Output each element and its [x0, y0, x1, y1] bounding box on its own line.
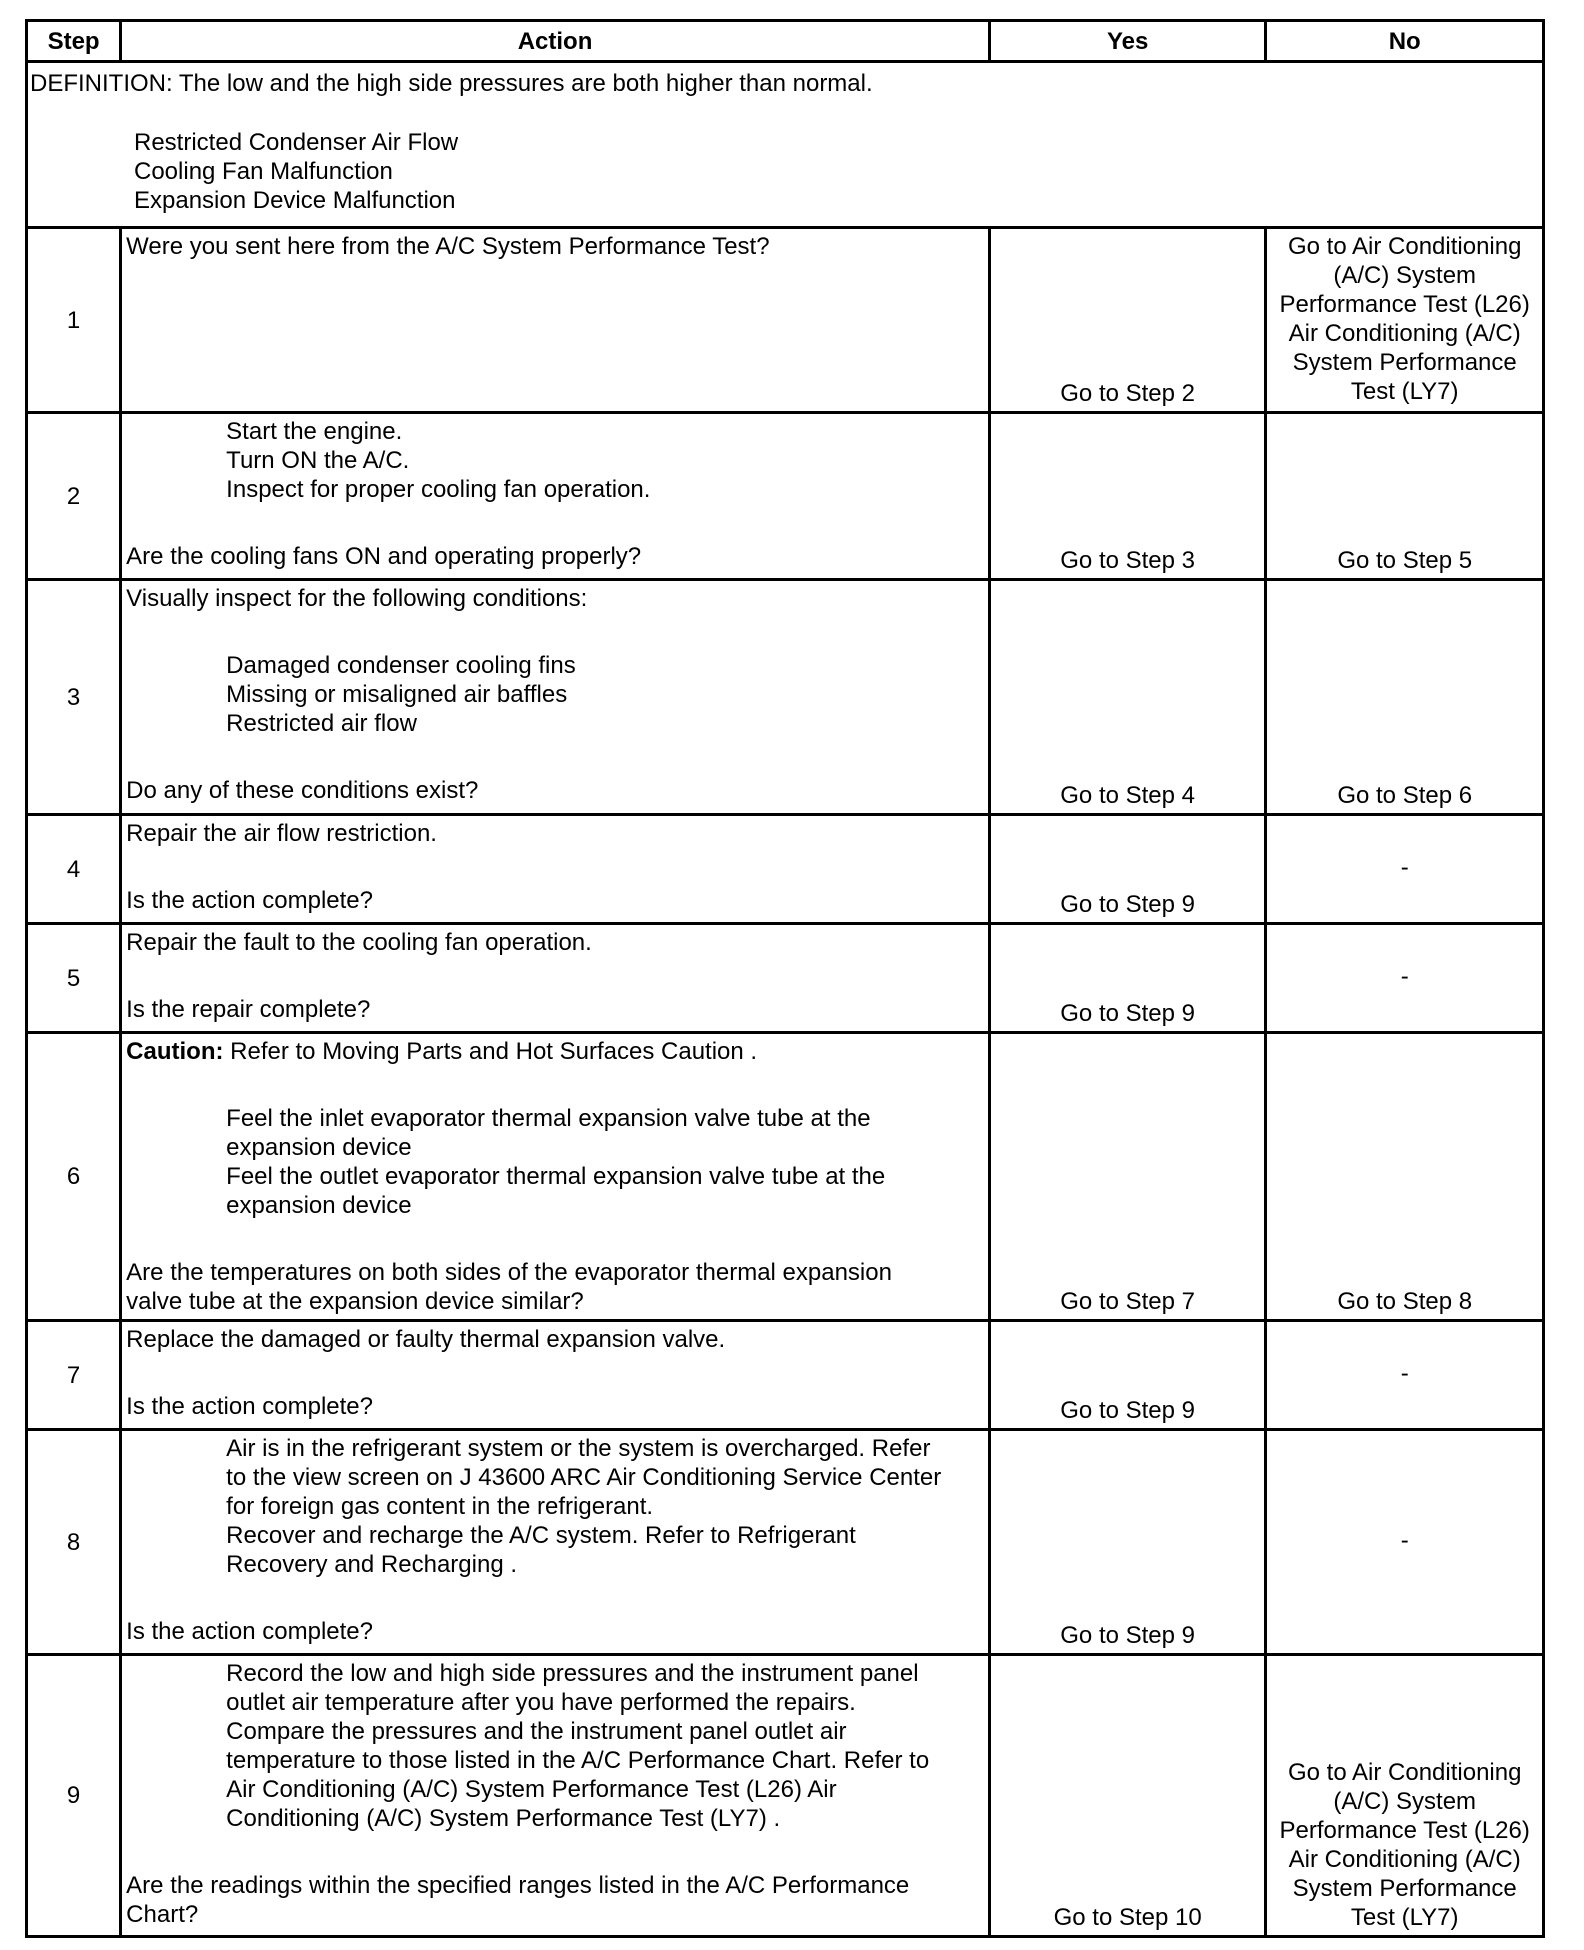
action-cell — [121, 1033, 990, 1321]
no-cell: Go to Step 5 — [1266, 413, 1544, 580]
table-row-step-2 — [27, 413, 1544, 580]
no-line: Go to Air Conditioning — [1287, 232, 1522, 260]
definition-cell — [27, 62, 1544, 228]
action-item: Record the low and high side pressures and the instrument panel outlet air temperature after you have performed the repairs. — [226, 1660, 919, 1716]
action-intro: Replace the damaged or faulty thermal expansion valve. — [126, 1326, 726, 1353]
header-row — [27, 21, 1544, 62]
action-intro: Repair the fault to the cooling fan operation. — [126, 929, 592, 956]
definition-causes — [30, 128, 1538, 215]
action-item: Missing or misaligned air baffles — [226, 681, 568, 708]
step-number: 5 — [27, 924, 121, 1033]
table-row-step-8 — [27, 1430, 1544, 1655]
no-cell: - — [1266, 924, 1544, 1033]
header-step: Step — [27, 21, 121, 62]
no-line: Performance Test (L26) — [1279, 290, 1530, 318]
action-question: Is the action complete? — [126, 1393, 373, 1420]
step-number: 1 — [27, 228, 121, 413]
action-question: Are the cooling fans ON and operating properly? — [126, 543, 642, 570]
action-question: Do any of these conditions exist? — [126, 777, 479, 804]
action-question: Is the action complete? — [126, 887, 373, 914]
no-line: (A/C) System — [1333, 1788, 1477, 1815]
definition-text: DEFINITION: The low and the high side pressures are both higher than normal. — [30, 70, 873, 97]
no-line: System Performance — [1292, 1875, 1517, 1902]
action-question: Is the repair complete? — [126, 996, 371, 1023]
table-row-step-1 — [27, 228, 1544, 413]
step-number: 3 — [27, 580, 121, 815]
action-question: Are the readings within the specified ranges listed in the A/C Performance Chart? — [126, 1872, 910, 1928]
action-item: Restricted air flow — [226, 710, 417, 737]
header-yes: Yes — [989, 21, 1266, 62]
no-line: Air Conditioning (A/C) — [1288, 319, 1521, 347]
yes-cell: Go to Step 10 — [989, 1655, 1266, 1937]
no-line: System Performance — [1292, 348, 1517, 376]
no-line: Go to Air Conditioning — [1287, 1759, 1522, 1786]
action-intro: Repair the air flow restriction. — [126, 820, 437, 847]
action-cell — [121, 580, 990, 815]
action-cell — [121, 1655, 990, 1937]
diagnostic-table-page — [25, 19, 1545, 1938]
action-question: Is the action complete? — [126, 1618, 373, 1645]
yes-cell: Go to Step 9 — [989, 1430, 1266, 1655]
yes-cell: Go to Step 4 — [989, 580, 1266, 815]
action-item: Feel the outlet evaporator thermal expansion valve tube at the expansion device — [226, 1163, 886, 1219]
no-line: (A/C) System — [1333, 261, 1477, 289]
action-cell — [121, 413, 990, 580]
no-cell: Go to Step 8 — [1266, 1033, 1544, 1321]
no-line: Performance Test (L26) — [1279, 1817, 1530, 1844]
step-number: 7 — [27, 1321, 121, 1430]
action-list — [126, 1659, 984, 1833]
action-item: Turn ON the A/C. — [226, 447, 410, 474]
header-no: No — [1266, 21, 1544, 62]
no-cell — [1266, 1655, 1544, 1937]
cause-item: Cooling Fan Malfunction — [134, 158, 393, 185]
no-cell: - — [1266, 1430, 1544, 1655]
action-item: Recover and recharge the A/C system. Refer to Refrigerant Recovery and Recharging . — [226, 1522, 856, 1578]
yes-cell: Go to Step 9 — [989, 1321, 1266, 1430]
diagnostic-table — [25, 19, 1545, 1938]
table-row-step-7 — [27, 1321, 1544, 1430]
action-list — [126, 1104, 984, 1220]
yes-cell: Go to Step 2 — [989, 228, 1266, 413]
yes-cell: Go to Step 3 — [989, 413, 1266, 580]
table-row-step-6 — [27, 1033, 1544, 1321]
action-item: Inspect for proper cooling fan operation. — [226, 476, 651, 503]
yes-cell: Go to Step 9 — [989, 815, 1266, 924]
action-item: Compare the pressures and the instrument panel outlet air temperature to those listed in the A/C Performance Chart. Refer to Air Conditioning (A/C) System Performance Test (L26) Air Conditioning (A/C) System Performance Test (LY7) . — [226, 1718, 930, 1832]
step-number: 2 — [27, 413, 121, 580]
no-cell: - — [1266, 815, 1544, 924]
action-cell — [121, 1321, 990, 1430]
table-row-step-5 — [27, 924, 1544, 1033]
no-cell: - — [1266, 1321, 1544, 1430]
no-cell — [1266, 228, 1544, 413]
action-intro: Visually inspect for the following conditions: — [126, 585, 588, 612]
action-list — [126, 1434, 984, 1579]
table-row-step-9 — [27, 1655, 1544, 1937]
action-item: Start the engine. — [226, 418, 403, 445]
action-item: Damaged condenser cooling fins — [226, 652, 576, 679]
step-number: 6 — [27, 1033, 121, 1321]
table-row-step-3 — [27, 580, 1544, 815]
header-action: Action — [121, 21, 990, 62]
no-line: Test (LY7) — [1350, 377, 1459, 405]
action-cell — [121, 815, 990, 924]
caution-text: Refer to Moving Parts and Hot Surfaces Caution . — [223, 1038, 758, 1065]
no-line: Air Conditioning (A/C) — [1288, 1846, 1521, 1873]
action-list — [126, 417, 984, 504]
table-row-step-4 — [27, 815, 1544, 924]
no-cell: Go to Step 6 — [1266, 580, 1544, 815]
action-cell — [121, 924, 990, 1033]
step-number: 8 — [27, 1430, 121, 1655]
no-line: Test (LY7) — [1350, 1904, 1459, 1931]
action-item: Air is in the refrigerant system or the system is overcharged. Refer to the view screen on J 43600 ARC Air Conditioning Service Center for foreign gas content in the refrigerant. — [226, 1435, 942, 1520]
action-question: Are the temperatures on both sides of the evaporator thermal expansion valve tube at the expansion device similar? — [126, 1259, 892, 1315]
cause-item: Restricted Condenser Air Flow — [134, 129, 459, 156]
action-list — [126, 651, 984, 738]
action-cell — [121, 228, 990, 413]
action-cell — [121, 1430, 990, 1655]
definition-row — [27, 62, 1544, 228]
yes-cell: Go to Step 9 — [989, 924, 1266, 1033]
action-question: Were you sent here from the A/C System Performance Test? — [126, 233, 770, 260]
action-item: Feel the inlet evaporator thermal expansion valve tube at the expansion device — [226, 1105, 871, 1161]
cause-item: Expansion Device Malfunction — [134, 187, 456, 214]
step-number: 9 — [27, 1655, 121, 1937]
yes-cell: Go to Step 7 — [989, 1033, 1266, 1321]
caution-label: Caution: — [126, 1038, 224, 1065]
caution-line — [126, 1037, 984, 1066]
step-number: 4 — [27, 815, 121, 924]
